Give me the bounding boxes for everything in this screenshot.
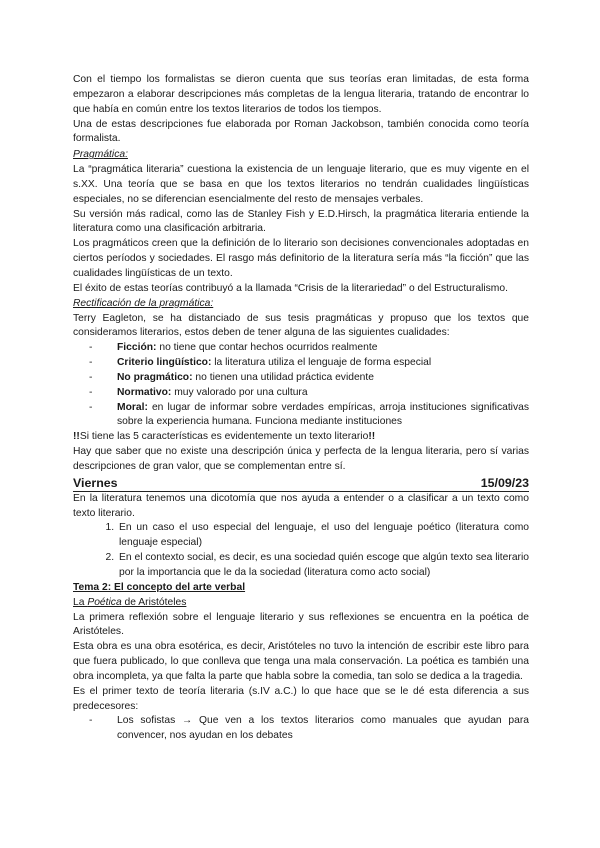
list-item-term: Moral: xyxy=(117,401,148,413)
poetica-pre: La xyxy=(73,596,88,608)
predecesores-list xyxy=(73,714,529,744)
paragraph-no-descripcion-unica: Hay que saber que no existe una descripción única y perfecta de la lengua literaria, pero sí varias descripciones de gran valor, que se complementan entre sí. xyxy=(73,446,529,472)
list-item: 2. En el contexto social, es decir, es una sociedad quién escoge que algún texto sea literario por la importancia que le da la sociedad (literatura como acto social) xyxy=(117,551,529,581)
list-item xyxy=(117,341,529,356)
paragraph-pragmaticos: Los pragmáticos creen que la definición de lo literario son decisiones convencionales adoptadas en ciertos períodos y sociedades. El rasgo más definitorio de la literatura sería más “la ficción” que las cualidades lingüísticas de un texto. xyxy=(73,238,529,279)
paragraph-primer-texto: Es el primer texto de teoría literaria (s.IV a.C.) lo que hace que se le dé esta diferencia a sus predecesores: xyxy=(73,685,529,712)
paragraph-dicotomia: En la literatura tenemos una dicotomía que nos ayuda a entender o a clasificar a un texto como texto literario. xyxy=(73,492,529,519)
list-item xyxy=(117,371,529,386)
paragraph-version-radical: Su versión más radical, como las de Stanley Fish y E.D.Hirsch, la pragmática literaria entiende la literatura como una clasificación arbitraria. xyxy=(73,208,529,235)
paragraph-pragmatica-literaria: La “pragmática literaria” cuestiona la existencia de un lenguaje literario, que es muy vigente en el s.XX. Una teoría que se basa en que los textos literarios no tendrán cualidades lingüísticas especiales, no se diferencian esencialmente del resto de mensajes verbales. xyxy=(73,164,529,205)
day-date: 15/09/23 xyxy=(480,475,529,490)
document-body xyxy=(73,73,529,744)
list-item: - Los sofistas → Que ven a los textos literarios como manuales que ayudan para convencer, nos ayudan en los debates xyxy=(117,714,529,744)
paragraph-obra-esoterica: Esta obra es una obra esotérica, es decir, Aristóteles no tuvo la intención de escribir este libro para que fuera publicado, lo que conlleva que tenga una mala conservación. La poética es también una obra incompleta, ya que falta la parte que habla sobre la comedia, tan solo se dedica a la tragedia. xyxy=(73,641,529,682)
paragraph-eagleton: Terry Eagleton, se ha distanciado de sus tesis pragmáticas y propuso que los textos que consideramos literarios, estos deben de tener alguna de las siguientes cualidades: xyxy=(73,312,529,339)
list-item-desc: la literatura utiliza el lenguaje de forma especial xyxy=(211,357,432,369)
list-item-desc: en lugar de informar sobre verdades empíricas, arroja instituciones significativas sobre la experiencia humana. Funciona mediante instituciones xyxy=(117,401,529,428)
heading-pragmatica-text: Pragmática: xyxy=(73,149,128,161)
heading-rectificacion-text: Rectificación de la pragmática: xyxy=(73,297,214,309)
poetica-post: de Aristóteles xyxy=(121,596,187,608)
list-item-desc: muy valorado por una cultura xyxy=(171,386,308,398)
note-five-characteristics xyxy=(73,430,529,445)
list-item-desc: no tiene que contar hechos ocurridos realmente xyxy=(156,342,378,354)
heading-pragmatica xyxy=(73,148,529,163)
list-item-desc: no tienen una utilidad práctica evidente xyxy=(192,371,374,383)
dicotomia-list xyxy=(73,521,529,580)
list-item-term: Criterio lingüístico: xyxy=(117,357,212,369)
note-mark-end: !! xyxy=(368,431,376,443)
list-item xyxy=(117,401,529,431)
paragraph-jackobson: Una de estas descripciones fue elaborada por Roman Jackobson, también conocida como teoría formalista. xyxy=(73,118,529,145)
list-item xyxy=(117,356,529,371)
note-text: Si tiene las 5 características es evidentemente un texto literario xyxy=(79,431,369,443)
subheading-poetica xyxy=(73,596,529,611)
poetica-italic: Poética xyxy=(87,596,122,608)
list-item-term: Ficción: xyxy=(117,342,157,354)
cualidades-list xyxy=(73,341,529,430)
list-item xyxy=(117,386,529,401)
list-item: 1. En un caso el uso especial del lenguaje, el uso del lenguaje poético (literatura como lenguaje especial) xyxy=(117,521,529,551)
paragraph-exito-teorias: El éxito de estas teorías contribuyó a la llamada “Crisis de la literariedad” o del Estructuralismo. xyxy=(73,282,508,294)
heading-rectificacion xyxy=(73,297,529,312)
tema-2-title: Tema 2: El concepto del arte verbal xyxy=(73,581,246,593)
day-header xyxy=(73,476,529,492)
section-title-tema-2 xyxy=(73,581,529,596)
list-item-term: Normativo: xyxy=(117,386,172,398)
paragraph-primera-reflexion: La primera reflexión sobre el lenguaje literario y sus reflexiones se encuentra en la poética de Aristóteles. xyxy=(73,611,529,638)
list-item-term: No pragmático: xyxy=(117,371,193,383)
day-name: Viernes xyxy=(73,475,118,490)
note-mark-start: !! xyxy=(73,431,80,443)
paragraph-formalistas: Con el tiempo los formalistas se dieron cuenta que sus teorías eran limitadas, de esta forma empezaron a elaborar descripciones más completas de la lengua literaria, tratando de encontrar lo que había en común entre los textos literarios de todos los tiempos. xyxy=(73,74,529,115)
